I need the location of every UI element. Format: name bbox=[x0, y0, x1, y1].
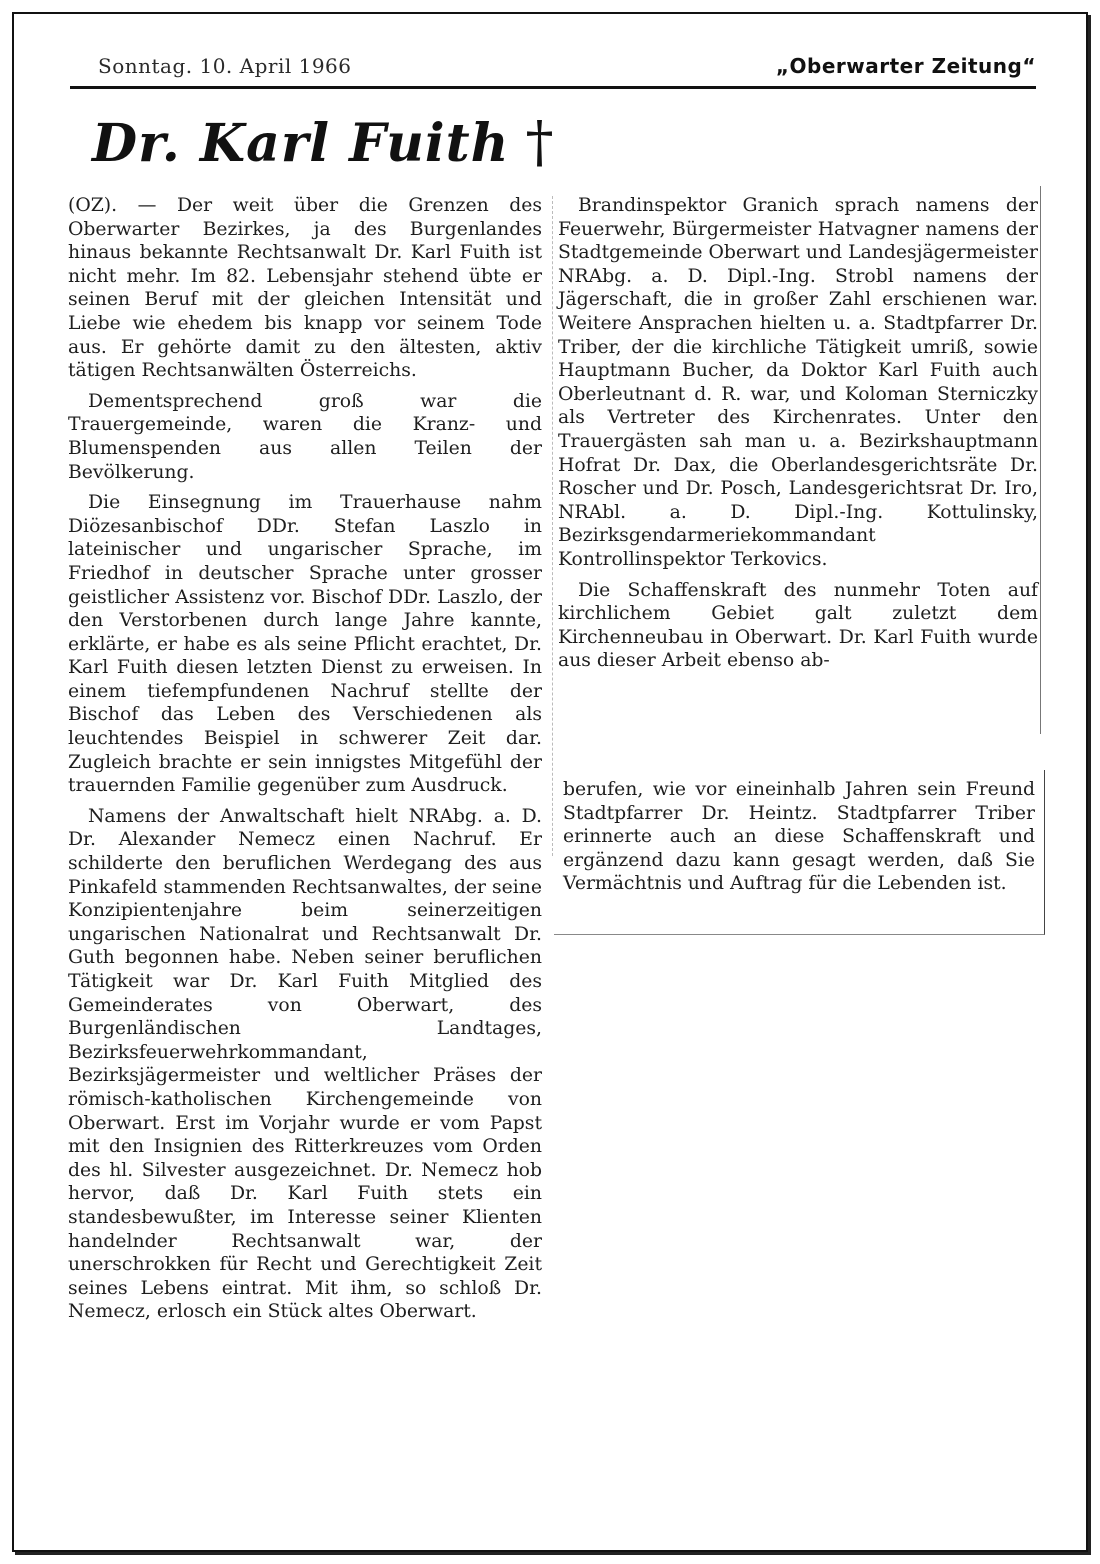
paragraph: (OZ). — Der weit über die Grenzen des Oberwarter Bezirkes, ja des Burgenlandes hinaus bekannte Rechtsanwalt Dr. Karl Fuith ist nicht mehr. Im 82. Lebensjahr stehend übte er seinen Beruf mit der gleichen Intensität und Liebe wie ehedem bis knapp vor seinem Tode aus. Er gehörte damit zu den ältesten, aktiv tätigen Rechtsanwälten Österreichs. bbox=[68, 195, 542, 382]
header-rule bbox=[70, 86, 1036, 89]
article-title-text: Dr. Karl Fuith bbox=[92, 113, 510, 174]
paragraph: Die Schaffenskraft des nunmehr Toten auf kirchlichem Gebiet galt zuletzt dem Kirchenneubau in Oberwart. Dr. Karl Fuith wurde aus dieser Arbeit ebenso ab- bbox=[558, 579, 1038, 672]
issue-date: Sonntag. 10. April 1966 bbox=[98, 54, 352, 78]
article-title bbox=[92, 110, 554, 175]
newspaper-name: „Oberwarter Zeitung“ bbox=[775, 54, 1036, 78]
paragraph: Brandinspektor Granich sprach namens der Feuerwehr, Bürgermeister Hatvagner namens der Stadtgemeinde Oberwart und Landesjägermeister NRAbg. a. D. Dipl.-Ing. Strobl namens der Jägerschaft, die in großer Zahl erschienen war. Weitere Ansprachen hielten u. a. Stadtpfarrer Dr. Triber, der die kirchliche Tätigkeit umriß, sowie Hauptmann Bucher, da Doktor Karl Fuith auch Oberleutnant d. R. war, und Koloman Sterniczky als Vertreter des Kirchenrates. Unter den Trauergästen sah man u. a. Bezirkshauptmann Hofrat Dr. Dax, die Oberlandesgerichtsräte Dr. Roscher und Dr. Posch, Landesgerichtsrat Dr. Iro, NRAbl. a. D. Dipl.-Ing. Kottulinsky, Bezirksgendarmeriekommandant Kontrollinspektor Terkovics. bbox=[558, 195, 1038, 570]
left-column bbox=[68, 194, 542, 1331]
paragraph: berufen, wie vor eineinhalb Jahren sein Freund Stadtpfarrer Dr. Heintz. Stadtpfarrer Triber erinnerte auch an diese Schaffenskraft und ergänzend dazu kann gesagt werden, daß Sie Vermächtnis und Auftrag für die Lebenden ist. bbox=[563, 779, 1035, 895]
page-header bbox=[98, 54, 1036, 84]
right-column-top bbox=[558, 194, 1038, 680]
paragraph: Namens der Anwaltschaft hielt NRAbg. a. D. Dr. Alexander Nemecz einen Nachruf. Er schilderte den beruflichen Werdegang des aus Pinkafeld stammenden Rechtsanwaltes, der seine Konzipientenjahre beim seinerzeitigen ungarischen Nationalrat und Rechtsanwalt Dr. Guth begonnen habe. Neben seiner beruflichen Tätigkeit war Dr. Karl Fuith Mitglied des Gemeinderates von Oberwart, des Burgenländischen Landtages, Bezirksfeuerwehrkommandant, Bezirksjägermeister und weltlicher Präses der römisch-katholischen Kirchengemeinde von Oberwart. Erst im Vorjahr wurde er vom Papst mit den Insignien des Ritterkreuzes vom Orden des hl. Silvester ausgezeichnet. Dr. Nemecz hob hervor, daß Dr. Karl Fuith stets ein standesbewußter, im Interesse seiner Klienten handelnder Rechtsanwalt war, der unerschrokken für Recht und Gerechtigkeit Zeit seines Lebens eintrat. Mit ihm, so schloß Dr. Nemecz, erlosch ein Stück altes Oberwart. bbox=[68, 805, 542, 1323]
paragraph: Die Einsegnung im Trauerhause nahm Diözesanbischof DDr. Stefan Laszlo in lateinischer und ungarischer Sprache, im Friedhof in deutscher Sprache unter grosser geistlicher Assistenz vor. Bischof DDr. Laszlo, der den Verstorbenen durch lange Jahre kannte, erklärte, er habe es als seine Pflicht erachtet, Dr. Karl Fuith diesen letzten Dienst zu erweisen. In einem tiefempfundenen Nachruf stellte der Bischof das Leben des Verschiedenen als leuchtendes Beispiel in schwerer Zeit dar. Zugleich brachte er sein innigstes Mitgefühl der trauernden Familie gegenüber zum Ausdruck. bbox=[68, 492, 542, 797]
column-divider bbox=[552, 196, 553, 856]
cross-icon: † bbox=[525, 110, 555, 175]
right-column-bottom bbox=[563, 778, 1035, 903]
paragraph: Dementsprechend groß war die Trauergemeinde, waren die Kranz- und Blumenspenden aus allen Teilen der Bevölkerung. bbox=[68, 390, 542, 483]
